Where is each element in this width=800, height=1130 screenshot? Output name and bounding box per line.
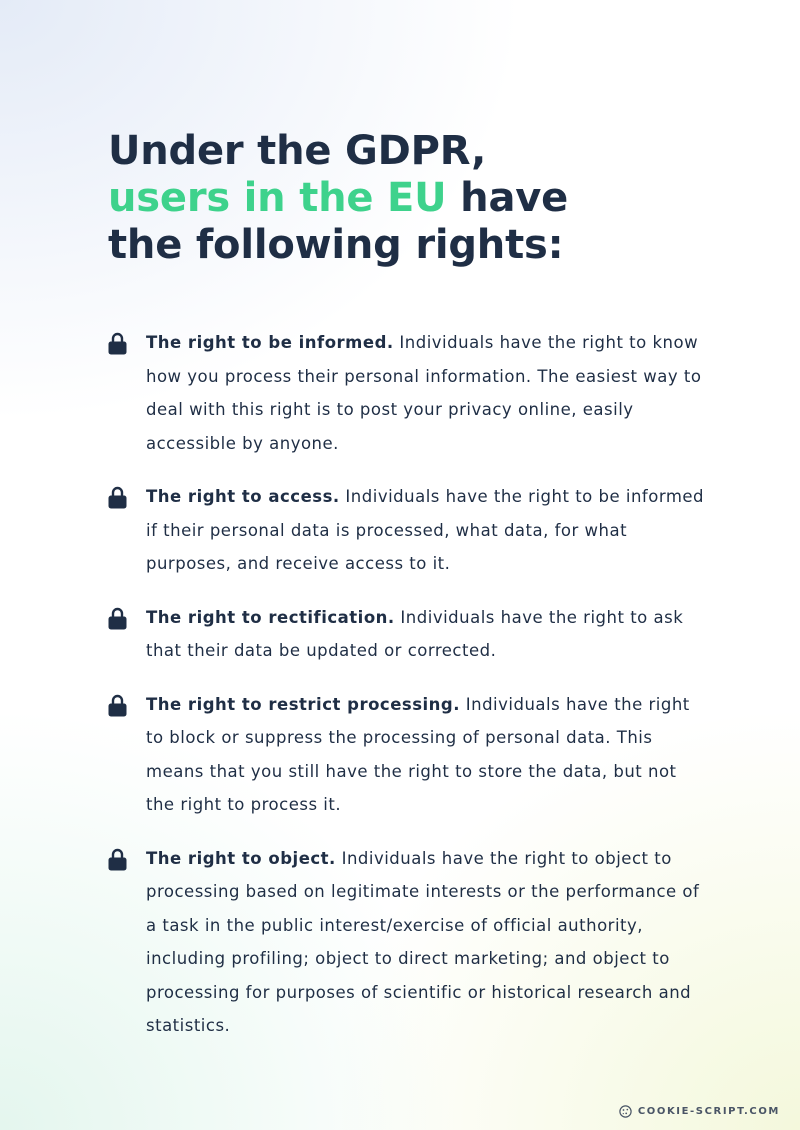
right-title: The right to restrict processing. (146, 694, 461, 714)
lock-icon (108, 694, 127, 717)
right-item-restrict-processing (108, 688, 708, 822)
right-title: The right to be informed. (146, 333, 394, 352)
right-text: Individuals have the right to be informed if their personal data is processed, what data, for what purposes, and receive access to it. (146, 487, 705, 573)
footer-brand (619, 1105, 780, 1118)
lock-icon (108, 486, 127, 509)
lock-icon (108, 848, 127, 871)
right-text: Individuals have the right to know how you process their personal information. The easiest way to deal with this right is to post your privacy online, easily accessible by anyone. (146, 333, 702, 453)
rights-list (108, 326, 708, 1063)
right-title: The right to access. (146, 487, 340, 506)
right-item-object (108, 842, 708, 1043)
lock-icon (108, 332, 127, 355)
heading-accent: users in the EU (108, 175, 447, 221)
heading-line-3: the following rights: (108, 222, 564, 268)
right-text: Individuals have the right to block or suppress the processing of personal data. This means that you still have the right to store the data, but not the right to process it. (146, 694, 690, 814)
right-item-rectification (108, 601, 708, 668)
heading-line-2 (108, 175, 748, 222)
heading-line-2-rest: have (446, 175, 569, 221)
right-title: The right to rectification. (146, 607, 395, 627)
right-item-informed (108, 326, 708, 460)
brand-text: COOKIE-SCRIPT.COM (637, 1106, 780, 1117)
right-item-access (108, 480, 708, 581)
page-heading (108, 128, 748, 269)
right-title: The right to object. (146, 848, 336, 868)
heading-line-1: Under the GDPR, (108, 128, 487, 174)
right-text: Individuals have the right to ask that their data be updated or corrected. (146, 607, 684, 660)
cookie-icon (619, 1105, 632, 1118)
right-text: Individuals have the right to object to processing based on legitimate interests or the performance of a task in the public interest/exercise of official authority, including profiling; object to direct marketing; and object to processing for purposes of scientific or historical research and statistics. (146, 848, 700, 1035)
lock-icon (108, 607, 127, 630)
